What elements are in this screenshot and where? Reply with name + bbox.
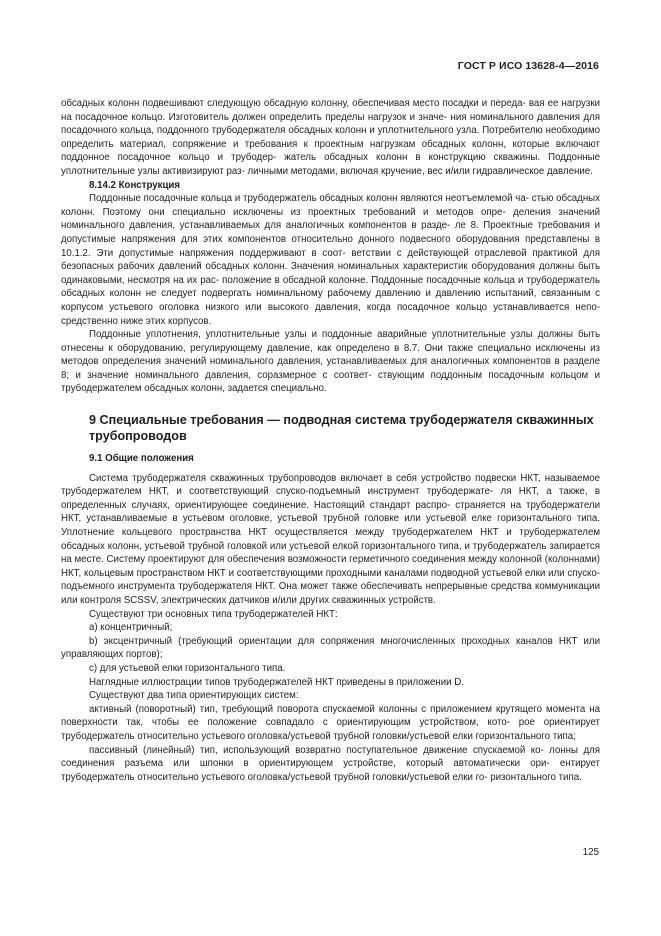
paragraph: Поддонные посадочные кольца и трубодержатель обсадных колонн являются неотъемлемой ча- стью обсадных колонн. Поэтому они специально исключены из проектных требований и методов опре- деления значений номинального давления, устанавливаемых для аналогичных компонентов в разде- ле 8. Проектные требования и допустимые напряжения для этих компонентов относительно донного подвесного оборудования представлены в 10.1.2. Эти допустимые напряжения поддерживают в соот- ветствии с действующей отраслевой практикой для безопасных рабочих давлений обсадных колонн. Значения номинальных характеристик оборудования должны быть одинаковыми, несмотря на их рас- положение в обсадной колонне. Поддонные посадочные кольца и трубодержатель обсадных колонн не следует подвергать номинальному рабочему давлению и давлению испытаний, связанным с корпусом устьевого оголовка низкого или высокого давления, когда посадочное кольцо устанавливается непо- средственно ниже этих корпусов. [61,193,600,327]
paragraph: Существуют два типа ориентирующих систем: [89,690,299,702]
document-body [61,97,600,784]
paragraph: активный (поворотный) тип, требующий поворота спускаемой колонны с приложением крутящего момента на поверхности так, чтобы ее положение совпадало с ориентирующим устройством, кото- рое ориентирует трубодержатель относительно устьевого оголовка/устьевой трубной головки/устьевой елки горизонтального типа; [61,703,600,742]
paragraph: пассивный (линейный) тип, использующий возвратно поступательное движение спускаемой ко- лонны для соединения разъема или шпонки в ориентирующем устройстве, который автоматически ори- ентирует трубодержатель относительно устьевого оголовка/устьевой трубной головки/устьевой елки го- ризонтального типа. [61,744,600,783]
subsection-heading: 9.1 Общие положения [89,453,194,465]
page-number: 125 [582,847,599,858]
paragraph: Поддонные уплотнения, уплотнительные узлы и поддонные аварийные уплотнительные узлы должны быть отнесены к оборудованию, регулирующему давление, как определено в 8.7. Они также специально исключены из методов определения значений номинального давления, устанавливаемых для аналогичных компонентов в разделе 8; и значение номинального давления, соразмерное с соответ- ствующим поддонным посадочным кольцом и трубодержателем обсадных колонн, задается специально. [61,329,600,395]
paragraph: обсадных колонн подвешивают следующую обсадную колонну, обеспечивая место посадки и переда- вая ее нагрузки на посадочное кольцо. Изготовитель должен определить пределы нагрузок и значе- ния номинального давления для посадочного кольца, поддонного трубодержателя обсадных колонн и уплотнительного узла. Потребителю необходимо определить материал, сопряжение и требования к проектным нагрузкам обсадных колонн, которые включают поддонное посадочное кольцо и трубодер- жатель обсадных колонн в конструкцию скважины. Поддонные уплотнительные узлы активизируют раз- личными методами, включая кручение, вес и/или гидравлическое давление. [61,98,600,177]
paragraph: Существуют три основных типа трубодержателей НКТ: [89,608,338,620]
list-item: с) для устьевой елки горизонтального типа. [89,662,286,674]
list-item: а) концентричный; [89,622,173,634]
paragraph: Наглядные иллюстрации типов трубодержателей НКТ приведены в приложении D. [89,676,464,688]
paragraph: Система трубодержателя скважинных трубопроводов включает в себя устройство подвески НКТ, называемое трубодержателем НКТ, и соответствующий спуско-подъемный инструмент трубодержате- ля НКТ, а также, в определенных случаях, ориентирующее соединение. Настоящий стандарт распро- страняется на трубодержатели НКТ, устанавливаемые в устьевом оголовке, устьевой трубной головке или устьевой елке горизонтального типа. Уплотнение кольцевого пространства НКТ осуществляется между трубодержателем НКТ и трубодержателем обсадных колонн, устьевой трубной головкой или устьевой елкой горизонтального типа, и трубодержатель запирается на месте. Систему проектируют для обеспечения возможности герметичного соединения между колонной (колоннами) НКТ, кольцевым пространством НКТ и соответствующими проходными каналами подводной устьевой елки или спуско- подъемного инструмента трубодержателя НКТ. Она может также обеспечивать непрерывные средства коммуникации или контроля SCSSV, электрических датчиков и/или других скважинных устройств. [61,472,600,606]
document-header: ГОСТ Р ИСО 13628-4—2016 [457,60,599,72]
subsection-heading: 8.14.2 Конструкция [89,179,181,191]
section-heading: 9 Специальные требования — подводная система трубодержателя скважинных трубопроводов [89,413,594,444]
list-item: b) эксцентричный (требующий ориентации для сопряжения многочисленных проходных каналов НКТ или управляющих портов); [61,635,600,661]
